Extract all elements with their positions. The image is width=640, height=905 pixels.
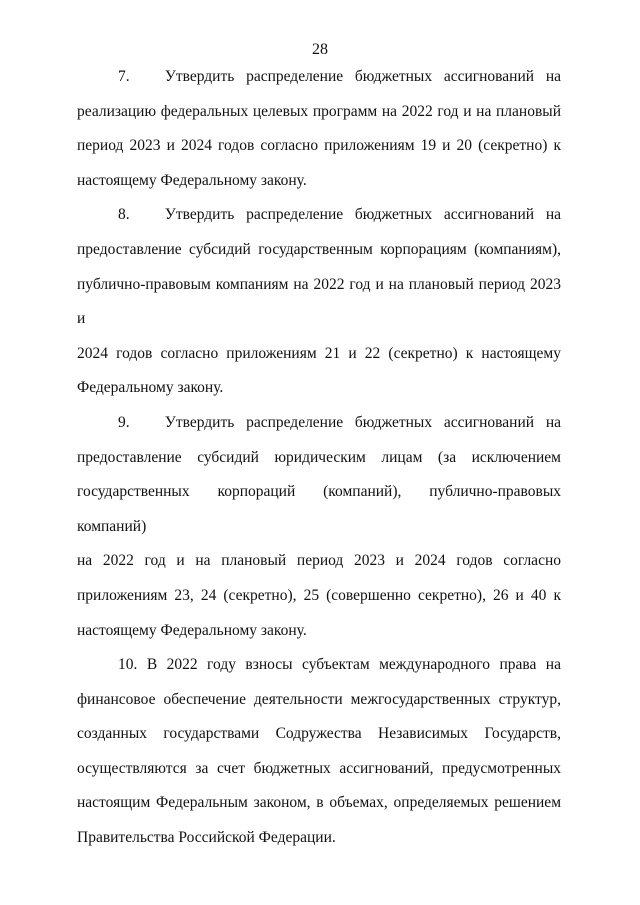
text-line: предоставление субсидий государственным корпорациям (компаниям), [77, 240, 561, 258]
text-line: финансовое обеспечение деятельности межгосударственных структур, [77, 690, 561, 708]
text-line: 10. В 2022 году взносы субъектам международного права на [118, 656, 561, 674]
text-line: период 2023 и 2024 годов согласно приложениям 19 и 20 (секретно) к [77, 137, 561, 155]
text-line: на 2022 год и на плановый период 2023 и 2024 годов согласно [77, 552, 561, 570]
text-line: государственных корпораций (компаний), публично-правовых компаний) [77, 483, 561, 535]
text-line: Федеральному закону. [77, 379, 224, 397]
text-line: настоящему Федеральному закону. [77, 621, 307, 639]
text-line: настоящим Федеральным законом, в объемах, определяемых решением [77, 794, 561, 812]
text-line: приложениям 23, 24 (секретно), 25 (совершенно секретно), 26 и 40 к [77, 586, 561, 604]
text-line: 9. Утвердить распределение бюджетных ассигнований на [118, 413, 561, 431]
text-line: реализацию федеральных целевых программ на 2022 год и на плановый [77, 102, 561, 120]
paragraph-item-7 [77, 60, 561, 198]
text-line: осуществляются за счет бюджетных ассигнований, предусмотренных [77, 759, 561, 777]
document-body [77, 60, 561, 856]
text-line: 7. Утвердить распределение бюджетных ассигнований на [118, 68, 561, 85]
text-line: публично-правовым компаниям на 2022 год и на плановый период 2023 и [77, 275, 561, 328]
paragraph-item-10 [77, 648, 561, 856]
text-line: 2024 годов согласно приложениям 21 и 22 (секретно) к настоящему [77, 344, 561, 362]
text-line: 8. Утвердить распределение бюджетных ассигнований на [118, 206, 561, 224]
paragraph-item-9 [77, 406, 561, 648]
text-line: созданных государствами Содружества Независимых Государств, [77, 725, 561, 743]
paragraph-item-8 [77, 198, 561, 406]
text-line: настоящему Федеральному закону. [77, 171, 307, 189]
text-line: предоставление субсидий юридическим лицам (за исключением [77, 448, 561, 466]
page-number: 28 [312, 41, 328, 58]
text-line: Правительства Российской Федерации. [77, 829, 336, 847]
